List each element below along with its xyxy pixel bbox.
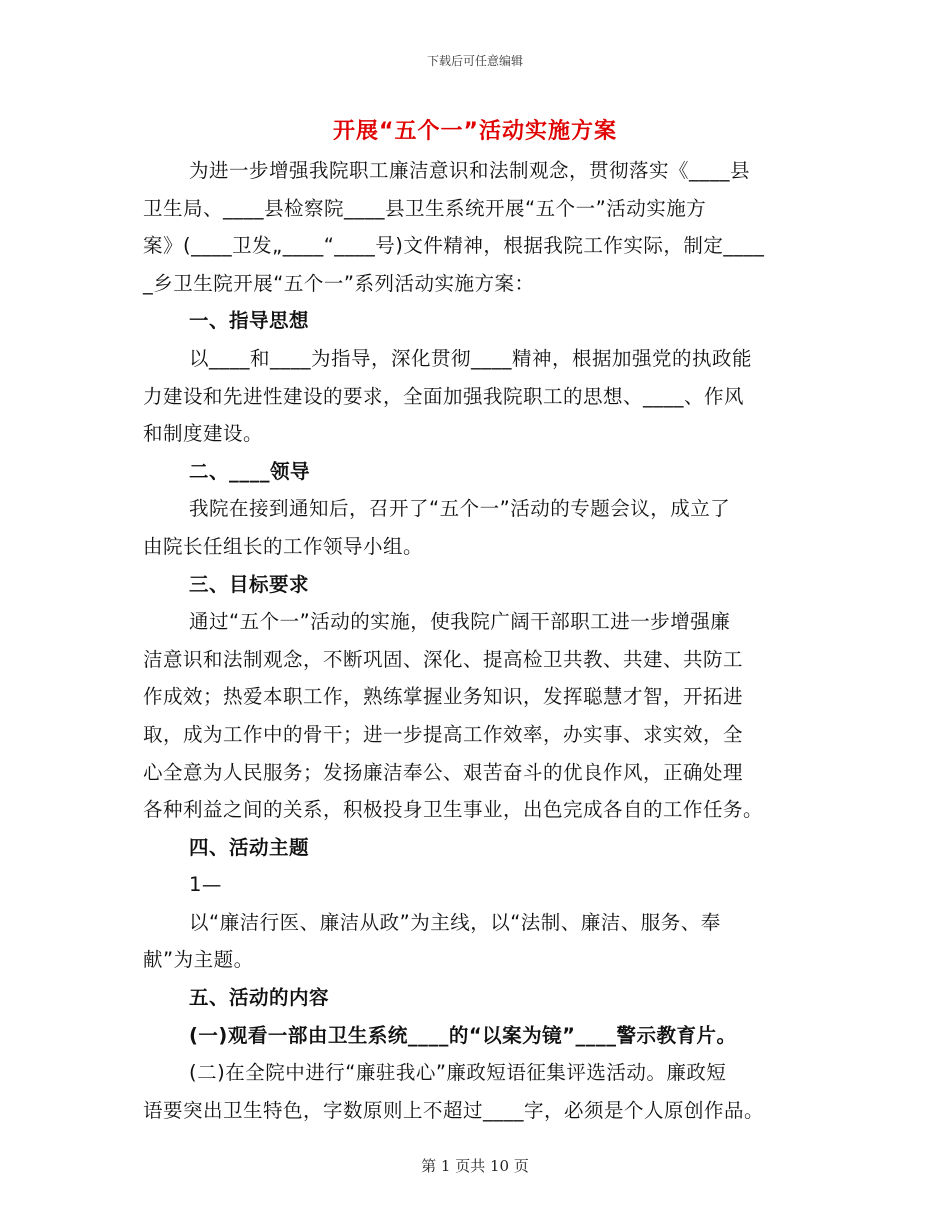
section-heading: 三、目标要求: [189, 572, 310, 596]
body-text-line: 作成效；热爱本职工作，熟练掌握业务知识，发挥聪慧才智，开拓进: [143, 685, 744, 709]
body-text-line: 以____和____为指导，深化贯彻____精神，根据加强党的执政能: [189, 346, 753, 370]
page-footer: 第 1 页共 10 页: [421, 1157, 529, 1175]
body-text-line: 通过“五个一”活动的实施，使我院广阔干部职工进一步增强廉: [189, 610, 731, 634]
body-text-line: 语要突出卫生特色，字数原则上不超过____字，必须是个人原创作品。: [143, 1098, 765, 1122]
body-text-line: 力建设和先进性建设的要求，全面加强我院职工的思想、____、作风: [143, 384, 745, 408]
section-heading: 四、活动主题: [189, 835, 310, 859]
section-heading: 二、____领导: [189, 459, 311, 483]
body-text-line: 案》(____卫发„____“____号)文件精神，根据我院工作实际，制定____: [143, 234, 765, 258]
body-text-line: 心全意为人民服务；发扬廉洁奉公、艰苦奋斗的优良作风，正确处理: [143, 760, 744, 784]
section-heading: (一)观看一部由卫生系统____的“以案为镜”____警示教育片。: [189, 1023, 737, 1047]
body-text-line: (二)在全院中进行“廉驻我心”廉政短语征集评选活动。廉政短: [189, 1061, 727, 1085]
document-title: 开展“五个一”活动实施方案: [333, 119, 617, 144]
body-text-line: 由院长任组长的工作领导小组。: [143, 534, 424, 558]
body-text-line: 卫生局、____县检察院____县卫生系统开展“五个一”活动实施方: [143, 196, 707, 220]
body-text-line: 以“廉洁行医、廉洁从政”为主线，以“法制、廉洁、服务、奉: [189, 910, 721, 934]
body-text-line: 和制度建设。: [143, 422, 264, 446]
body-text-line: 取，成为工作中的骨干；进一步提高工作效率，办实事、求实效，全: [143, 722, 744, 746]
body-text-line: 我院在接到通知后，召开了“五个一”活动的专题会议，成立了: [189, 497, 731, 521]
body-text-line: 1—: [189, 873, 222, 897]
body-text-line: 洁意识和法制观念，不断巩固、深化、提高检卫共教、共建、共防工: [143, 647, 744, 671]
page-header: 下载后可任意编辑: [426, 54, 523, 68]
body-text-line: 为进一步增强我院职工廉洁意识和法制观念，贯彻落实《____县: [189, 159, 751, 182]
document-body: [143, 152, 803, 1129]
section-heading: 五、活动的内容: [189, 986, 330, 1010]
body-text-line: _乡卫生院开展“五个一”系列活动实施方案：: [143, 271, 535, 295]
section-heading: 一、指导思想: [189, 309, 310, 333]
body-text-line: 各种利益之间的关系，积极投身卫生事业，出色完成各自的工作任务。: [143, 798, 764, 822]
body-text-line: 献”为主题。: [143, 948, 254, 972]
